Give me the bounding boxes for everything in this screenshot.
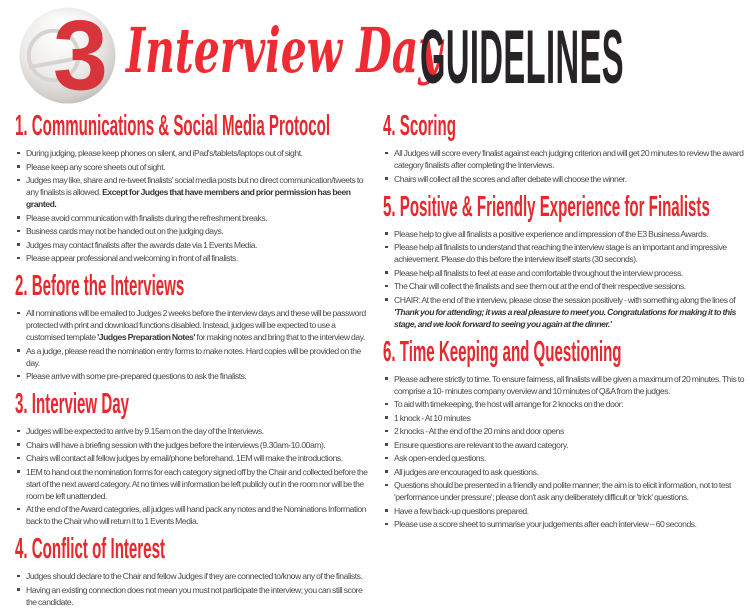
bullet-item: To aid with timekeeping, the host will arrange for 2 knocks on the door: [383, 398, 745, 410]
right-column [383, 110, 745, 538]
bullet-item: Chairs will collect all the scores and after debate will choose the winner. [383, 173, 745, 185]
bullet-list [383, 147, 745, 185]
bullet-item: Please help all finalists to feel at ease and comfortable throughout the interview process. [383, 267, 745, 279]
bullet-item: Have a few back-up questions prepared. [383, 505, 745, 517]
bullet-item: Please arrive with some pre-prepared questions to ask the finalists. [15, 370, 368, 382]
bullet-item: Please adhere strictly to time. To ensure fairness, all finalists will be given a maximum of 20 minutes. This to comprise a 10- minutes company overview and 10 minutes of Q&A from the judges. [383, 373, 745, 397]
bullet-item: CHAIR: At the end of the interview, please close the session positively - with something along the lines of 'Thank you for attending; it was a real pleasure to meet you. Congratulations for making it to this stage, and we look forward to seeing you again at the dinner.' [383, 294, 745, 330]
bullet-item: Chairs will have a briefing session with the judges before the interviews (9.30am-10.00am). [15, 439, 368, 451]
bullet-item: Questions should be presented in a friendly and polite manner; the aim is to elicit information, not to test 'performance under pressure'; please don't ask any deliberately difficult or 'trick' questions. [383, 479, 745, 503]
bullet-item: All judges are encouraged to ask questions. [383, 466, 745, 478]
section-positive-friendly-experience [383, 190, 745, 330]
section-interview-day [15, 390, 368, 527]
page-header [0, 0, 750, 108]
bullet-item: Judges may contact finalists after the awards date via 1 Events Media. [15, 239, 368, 251]
bullet-item: Please avoid communication with finalists during the refreshment breaks. [15, 212, 368, 224]
bullet-item: All Judges will score every finalist against each judging criterion and will get 20 minutes to review the award category finalists after completing the Interviews. [383, 147, 745, 171]
section-heading: 2. Before the Interviews [15, 270, 185, 302]
bullet-item: Please help all finalists to understand that reaching the interview stage is an important and impressive achievement. Please do this before the interview itself starts (30 seconds). [383, 241, 745, 265]
e3-logo [17, 6, 118, 105]
section-heading: 4. Scoring [383, 110, 456, 142]
section-time-keeping-questioning [383, 335, 745, 531]
bullet-item: 1 knock - At 10 minutes [383, 412, 745, 424]
bullet-list [15, 307, 368, 382]
section-before-the-interviews [15, 272, 368, 382]
bullet-list [15, 570, 368, 608]
bullet-item: Judges may like, share and re-tweet finalists' social media posts but no direct communication/tweets to any finalists is allowed. Except for Judges that have members and prior permission has been granted. [15, 174, 368, 210]
bullet-item: Judges will be expected to arrive by 9.15am on the day of the Interviews. [15, 425, 368, 437]
section-heading: 6. Time Keeping and Questioning [383, 335, 622, 368]
bullet-item: The Chair will collect the finalists and see them out at the end of their respective sessions. [383, 280, 745, 292]
bullet-item: At the end of the Award categories, all judges will hand pack any notes and the Nominations Information back to the Chair who will return it to 1 Events Media. [15, 503, 368, 527]
bullet-list [15, 425, 368, 527]
left-column [15, 110, 368, 616]
bullet-item: Ensure questions are relevant to the award category. [383, 439, 745, 451]
bullet-item: All nominations will be emailed to Judges 2 weeks before the interview days and these will be password protected with print and download functions disabled. Instead, judges will be expected to use a customised template 'Judges Preparation Notes' for making notes and bring that to the interview day. [15, 307, 368, 343]
bullet-item: 1EM to hand out the nomination forms for each category signed off by the Chair and collected before the start of the next award category. At no times will information be left publicly out in the room nor will be the room be left unattended. [15, 466, 368, 502]
bullet-item: Please use a score sheet to summarise your judgements after each interview – 60 seconds. [383, 518, 745, 530]
section-heading: 4. Conflict of Interest [15, 533, 165, 565]
bullet-item: Business cards may not be handed out on the judging days. [15, 225, 368, 237]
bullet-item: Ask open-ended questions. [383, 452, 745, 464]
bullet-item: Please appear professional and welcoming in front of all finalists. [15, 252, 368, 264]
bullet-item: Having an existing connection does not mean you must not participate the interview; you can still score the candidate. [15, 584, 368, 608]
section-communications-social-media [15, 112, 368, 264]
bullet-list [15, 147, 368, 264]
page-title-caps: GUIDELINES [420, 15, 625, 100]
section-conflict-of-interest [15, 535, 368, 608]
bullet-item: Judges should declare to the Chair and fellow Judges if they are connected to/know any of the finalists. [15, 570, 368, 582]
page-title-script: Interview Day [126, 14, 442, 87]
bullet-item: Please help to give all finalists a positive experience and impression of the E3 Business Awards. [383, 228, 745, 240]
bullet-item: During judging, please keep phones on silent, and iPad's/tablets/laptops out of sight. [15, 147, 368, 159]
bullet-item: Chairs will contact all fellow judges by email/phone beforehand. 1EM will make the introductions. [15, 452, 368, 464]
bullet-list [383, 228, 745, 330]
bullet-list [383, 373, 745, 531]
bullet-item: As a judge, please read the nomination entry forms to make notes. Hard copies will be provided on the day. [15, 345, 368, 369]
bullet-item: Please keep any score sheets out of sight. [15, 161, 368, 173]
bullet-item: 2 knocks - At the end of the 20 mins and door opens [383, 425, 745, 437]
section-heading: 1. Communications & Social Media Protocol [15, 110, 331, 142]
section-heading: 5. Positive & Friendly Experience for Finalists [383, 190, 710, 223]
section-scoring [383, 112, 745, 185]
section-heading: 3. Interview Day [15, 388, 129, 420]
logo-3-glyph: 3 [52, 6, 108, 105]
